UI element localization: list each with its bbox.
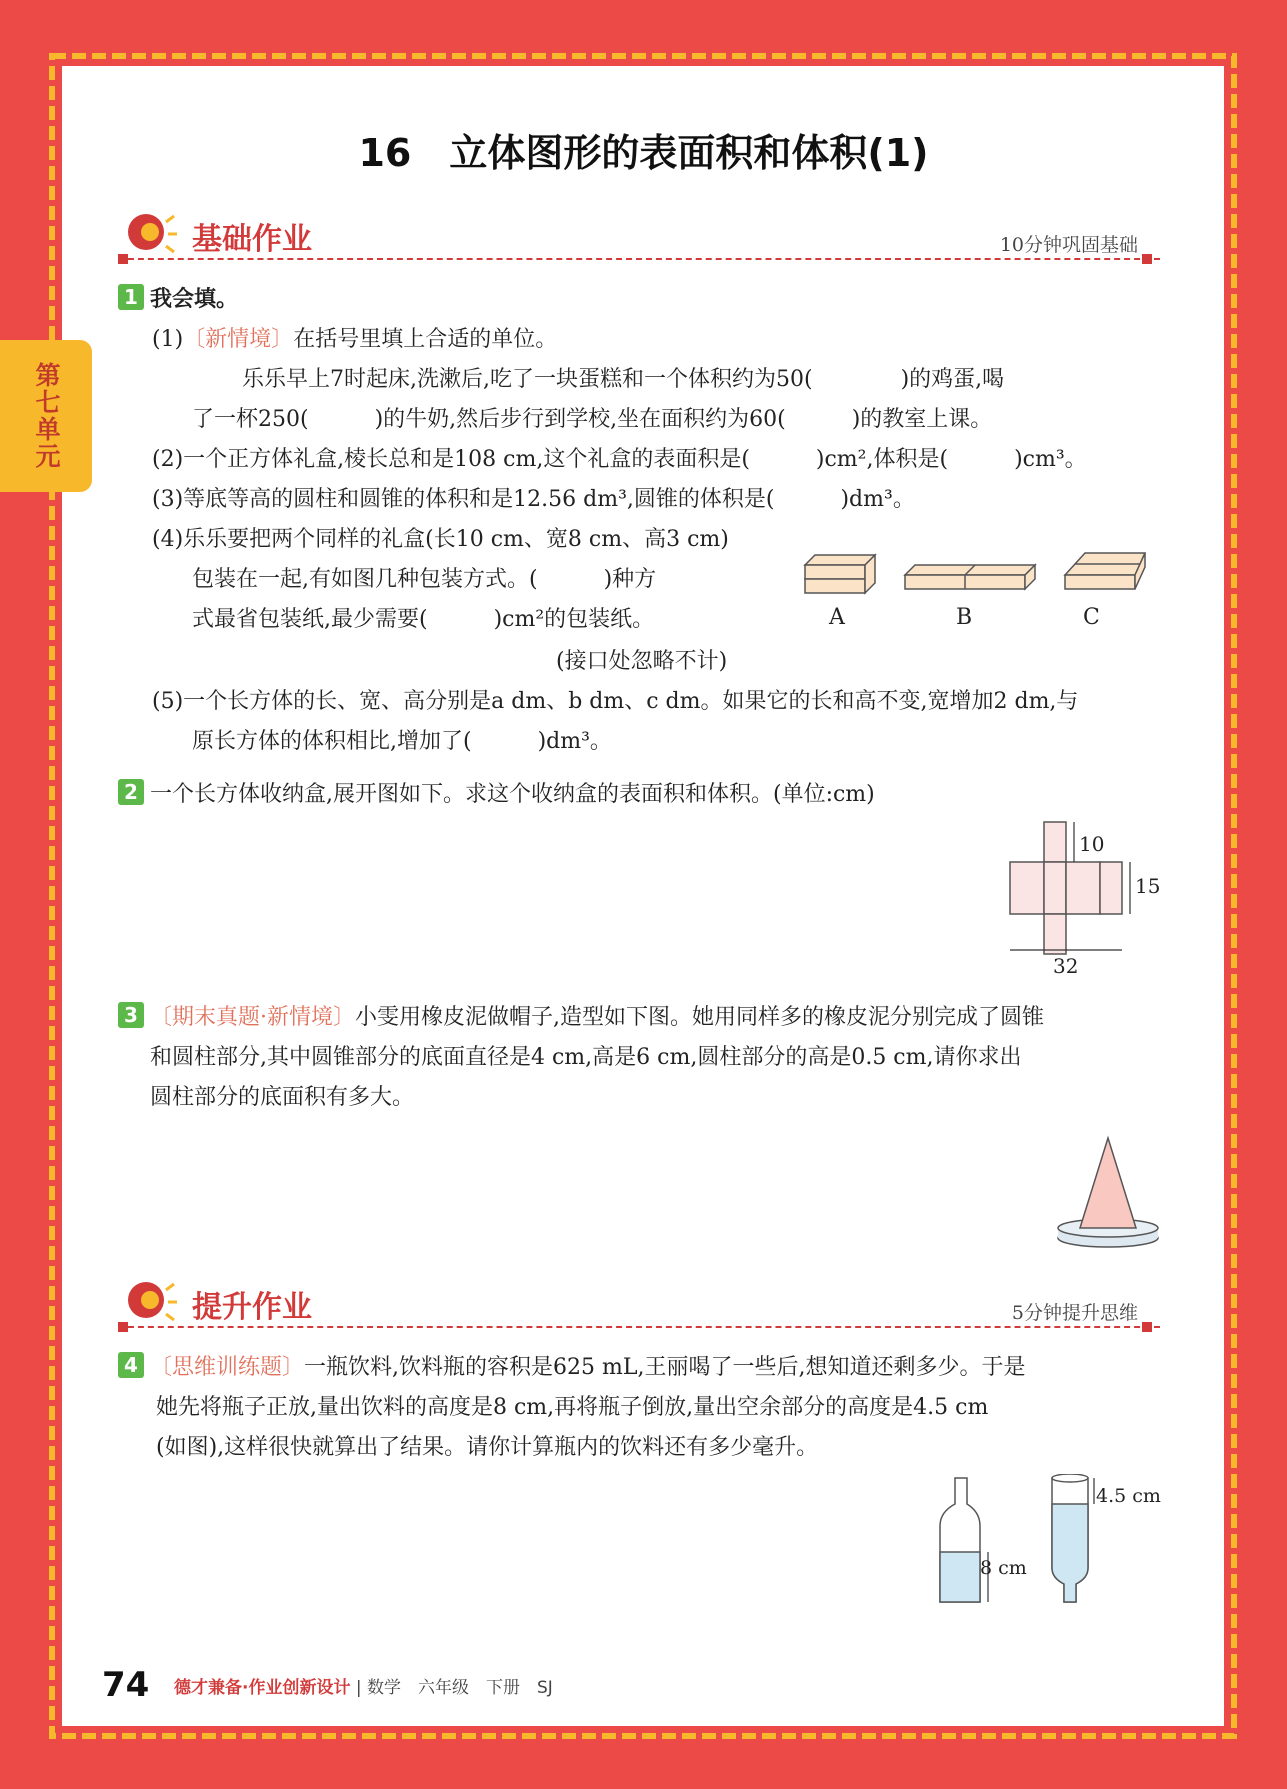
- q1-part4-line3: 式最省包装纸,最少需要( )cm²的包装纸。: [192, 607, 655, 632]
- section-advanced-note: 5分钟提升思维: [1011, 1302, 1138, 1324]
- bulb-icon: [120, 1276, 178, 1326]
- gift-box-figures: [795, 545, 1155, 625]
- box-label-b: B: [956, 605, 973, 630]
- section-advanced-title: 提升作业: [192, 1290, 312, 1325]
- cone-hat-figure: [1050, 1132, 1170, 1252]
- section-basic-header: [118, 208, 1160, 268]
- unit-tab-label: 第七单元: [32, 362, 61, 470]
- q1-part4-line1: (4)乐乐要把两个同样的礼盒(长10 cm、宽8 cm、高3 cm): [152, 527, 729, 552]
- net-dim-10: 10: [1079, 832, 1105, 856]
- divider-dot: [118, 1322, 128, 1332]
- footer-brand: 德才兼备·作业创新设计: [174, 1678, 351, 1698]
- box-stack-b: [905, 565, 1035, 589]
- q1-part3: (3)等底等高的圆柱和圆锥的体积和是12.56 dm³,圆锥的体积是( )dm³。: [152, 487, 915, 512]
- q1-part4-note: (接口处忽略不计): [556, 649, 728, 674]
- net-dim-15: 15: [1135, 874, 1161, 898]
- q1-part1-line1: 乐乐早上7时起床,洗漱后,吃了一块蛋糕和一个体积约为50( )的鸡蛋,喝: [242, 367, 1005, 392]
- q1-number: 1: [118, 284, 144, 310]
- unit-tab: [0, 340, 92, 492]
- q4-line2: 她先将瓶子正放,量出饮料的高度是8 cm,再将瓶子倒放,量出空余部分的高度是4.5 cm: [156, 1395, 989, 1420]
- q1-heading: 1 我会填。: [118, 280, 238, 320]
- q2-text: 2 一个长方体收纳盒,展开图如下。求这个收纳盒的表面积和体积。(单位:cm): [118, 775, 875, 815]
- q1-part5-line2: 原长方体的体积相比,增加了( )dm³。: [192, 729, 612, 754]
- q1-part1: (1)〔新情境〕在括号里填上合适的单位。: [152, 327, 558, 352]
- box-stack-c: [1065, 553, 1145, 589]
- q1-part4-line2: 包装在一起,有如图几种包装方式。( )种方: [192, 567, 657, 592]
- q1-part1-line2: 了一杯250( )的牛奶,然后步行到学校,坐在面积约为60( )的教室上课。: [192, 407, 993, 432]
- net-dim-32: 32: [1053, 954, 1079, 978]
- bulb-icon: [120, 208, 178, 258]
- q3-line2: 和圆柱部分,其中圆锥部分的底面直径是4 cm,高是6 cm,圆柱部分的高是0.5 cm,请你求出: [150, 1045, 1022, 1070]
- q2-number: 2: [118, 779, 144, 805]
- q1-part2: (2)一个正方体礼盒,棱长总和是108 cm,这个礼盒的表面积是( )cm²,体积是( )cm³。: [152, 447, 1087, 472]
- q3-line1: 3 〔期末真题·新情境〕小雯用橡皮泥做帽子,造型如下图。她用同样多的橡皮泥分别完成了圆锥: [118, 998, 1044, 1038]
- box-label-c: C: [1083, 605, 1100, 630]
- q1-part5-line1: (5)一个长方体的长、宽、高分别是a dm、b dm、c dm。如果它的长和高不变,宽增加2 dm,与: [152, 689, 1079, 714]
- q3-number: 3: [118, 1002, 144, 1028]
- section-basic-title: 基础作业: [192, 222, 312, 257]
- q3-line3: 圆柱部分的底面积有多大。: [150, 1085, 415, 1110]
- section-divider: [118, 258, 1160, 260]
- section-divider: [118, 1326, 1160, 1328]
- divider-dot: [118, 254, 128, 264]
- bottle-label-4-5cm: 4.5 cm: [1096, 1485, 1161, 1507]
- bottle-inverted: [1052, 1474, 1094, 1602]
- bottle-label-8cm: 8 cm: [980, 1557, 1027, 1579]
- q4-line3: (如图),这样很快就算出了结果。请你计算瓶内的饮料还有多少毫升。: [156, 1435, 819, 1460]
- divider-dot: [1142, 1322, 1152, 1332]
- q4-line1: 4 〔思维训练题〕一瓶饮料,饮料瓶的容积是625 mL,王丽喝了一些后,想知道还剩多少。于是: [118, 1348, 1025, 1388]
- page-title: 16 立体图形的表面积和体积(1): [358, 131, 929, 175]
- footer-info: [174, 1673, 553, 1698]
- section-advanced-header: [118, 1276, 1160, 1336]
- section-basic-note: 10分钟巩固基础: [999, 234, 1138, 256]
- divider-dot: [1142, 254, 1152, 264]
- footer-subject: | 数学 六年级 下册 SJ: [355, 1678, 553, 1698]
- q4-number: 4: [118, 1352, 144, 1378]
- box-stack-a: [805, 555, 875, 593]
- box-label-a: A: [829, 605, 845, 630]
- page-number: 74: [102, 1665, 150, 1705]
